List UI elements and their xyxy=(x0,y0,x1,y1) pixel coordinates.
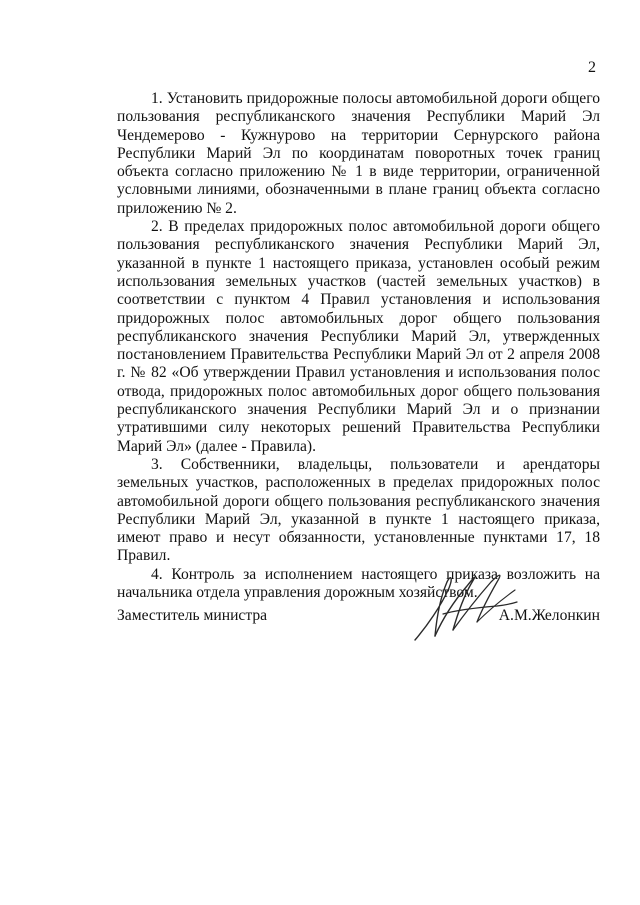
handwritten-signature xyxy=(407,566,527,646)
paragraph-3: 3. Собственники, владельцы, пользователи и арендаторы земельных участков, расположенных в пределах придорожных полос автомобильной дороги общего пользования республиканского значения Республики Марий Эл, указанной в пункте 1 настоящего приказа, имеют право и несут обязанности, установленные пунктами 17, 18 Правил. xyxy=(117,455,600,565)
signer-name: А.М.Желонкин xyxy=(498,607,600,624)
paragraph-1: 1. Установить придорожные полосы автомобильной дороги общего пользования республиканского значения Республики Марий Эл Чендемерово - Кужнурово на территории Сернурского района Республики Марий Эл по координатам поворотных точек границ объекта согласно приложению № 1 в виде территории, ограниченной условными линиями, обозначенными в плане границ объекта согласно приложению № 2. xyxy=(117,90,600,217)
paragraph-2: 2. В пределах придорожных полос автомобильной дороги общего пользования республиканского значения Республики Марий Эл, указанной в пункте 1 настоящего приказа, установлен особый режим использования земельных участков (частей земельных участков) в соответствии с пунктом 4 Правил установления и использования придорожных полос автомобильных дорог общего пользования республиканского значения Республики Марий Эл, утвержденных постановлением Правительства Республики Марий Эл от 2 апреля 2008 г. № 82 «Об утверждении Правил установления и использования полос отвода, придорожных полос автомобильных дорог общего пользования республиканского значения Республики Марий Эл и о признании утратившими силу некоторых решений Правительства Республики Марий Эл» (далее - Правила). xyxy=(117,218,600,455)
page-number: 2 xyxy=(588,59,596,76)
signer-title: Заместитель министра xyxy=(117,607,268,624)
paragraph-4: 4. Контроль за исполнением настоящего приказа возложить на начальника отдела управления дорожным хозяйством. xyxy=(117,565,600,602)
signature-block xyxy=(117,566,600,646)
document-body xyxy=(117,90,600,602)
